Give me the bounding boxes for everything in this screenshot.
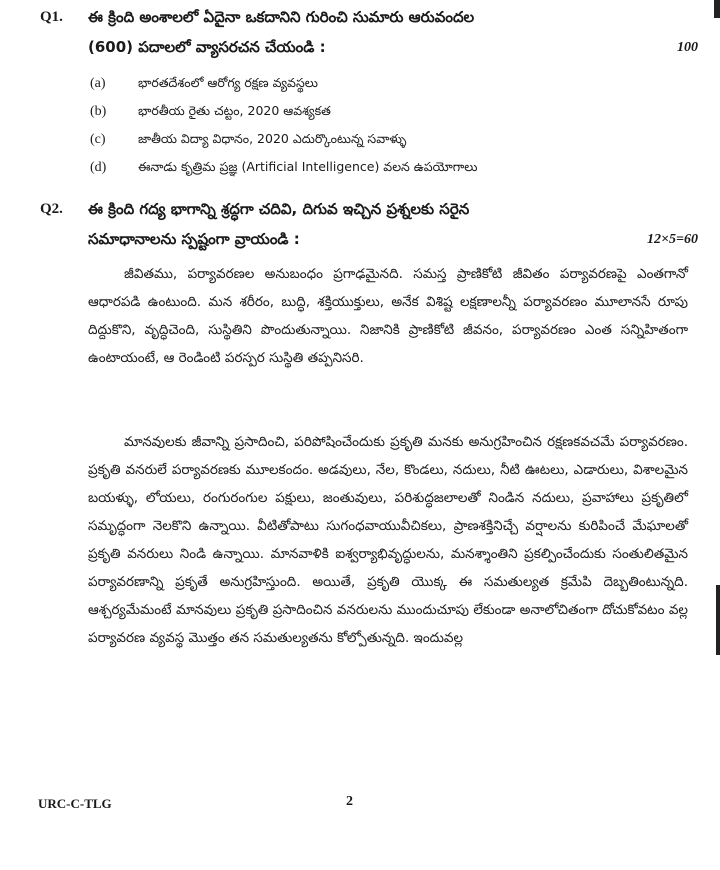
q1-option-d-text: ఈనాడు కృత్రిమ ప్రజ్ఞ (Artificial Intelligence) వలన ఉపయోగాలు [138,159,478,174]
passage-paragraph-2: మానవులకు జీవాన్ని ప్రసాదించి, పరిపోషించేందుకు ప్రకృతి మనకు అనుగ్రహించిన రక్షణకవచమే పర్యావరణం. ప్రకృతి వనరులే పర్యావరణకు మూలకందం. అడవులు, నేల, కొండలు, నదులు, నీటి ఊటలు, ఎడారులు, విశాలమైన బయళ్ళు, లోయలు, రంగురంగుల పక్షులు, జంతువులు, పరిశుద్ధజలాలతో నిండిన నదులు, ప్రవాహాలు ప్రకృతిలో సమృద్ధంగా నెలకొని ఉన్నాయి. వీటితోపాటు సుగంధవాయువీచికలు, ప్రాణశక్తినిచ్చే వర్షాలను కురిపించే మేఘాలతో ప్రకృతి వనరులు నిండి ఉన్నాయి. మానవాళికి ఐశ్వర్యాభివృద్ధులను, మనశ్శాంతిని ప్రకల్పించేందుకు సంతులితమైన పర్యావరణాన్ని ప్రకృతే అనుగ్రహిస్తుంది. అయితే, ప్రకృతి యొక్క ఈ సమతుల్యత క్రమేపి దెబ్బతింటున్నది. ఆశ్చర్యమేమంటే మానవులు ప్రకృతి ప్రసాదించిన వనరులను ముందుచూపు లేకుండా అనాలోచితంగా దోచుకోవటం వల్ల పర్యావరణ వ్యవస్థ మొత్తం తన సమతుల్యతను కోల్పోతున్నది. ఇందువల్ల [88,434,688,646]
q1-option-c-label: (c) [90,132,106,147]
q1-option-a-text: భారతదేశంలో ఆరోగ్య రక్షణ వ్యవస్థలు [138,75,318,90]
q2-instruction-line1: ఈ క్రింది గద్య భాగాన్ని శ్రద్ధగా చదివి, దిగువ ఇచ్చిన ప్రశ్నలకు సరైన [88,200,470,218]
paper-code: URC-C-TLG [38,796,112,811]
page-number: 2 [346,794,353,809]
q1-option-c-text: జాతీయ విద్యా విధానం, 2020 ఎదుర్కొంటున్న సవాళ్ళు [138,131,407,146]
q1-option-b-label: (b) [90,104,107,119]
q1-instruction-line1: ఈ క్రింది అంశాలలో ఏదైనా ఒకదానిని గురించి సుమారు ఆరువందల [88,8,475,26]
q1-option-a-label: (a) [90,76,106,91]
scan-edge-mark-top [714,0,720,18]
passage-paragraph-1: జీవితము, పర్యావరణల అనుబంధం ప్రగాఢమైనది. సమస్త ప్రాణికోటి జీవితం పర్యావరణపై ఎంతగానో ఆధారపడి ఉంటుంది. మన శరీరం, బుద్ధి, శక్తియుక్తులు, అనేక విశిష్ట లక్షణాలన్నీ పర్యావరణం మూలానసే రూపు దిద్దుకొని, వృద్ధిచెంది, సుస్థితిని పొందుతున్నాయి. నిజానికి ప్రాణికోటి జీవనం, పర్యావరణం ఎంత సన్నిహితంగా ఉంటాయంటే, ఆ రెండింటి పరస్పర సుస్థితి తప్పనిసరి. [88,266,688,366]
q2-marks: 12×5=60 [647,232,698,247]
q1-marks: 100 [677,40,698,55]
q2-instruction-line2: సమాధానాలను స్పష్టంగా వ్రాయండి : [88,230,300,248]
q1-number: Q1. [40,9,63,25]
q1-option-d-label: (d) [90,160,107,175]
scan-edge-mark-middle [716,585,720,655]
q1-instruction-line2: (600) పదాలలో వ్యాసరచన చేయండి : [88,38,326,56]
q2-number: Q2. [40,201,63,217]
q1-option-b-text: భారతీయ రైతు చట్టం, 2020 ఆవశ్యకత [138,103,331,118]
